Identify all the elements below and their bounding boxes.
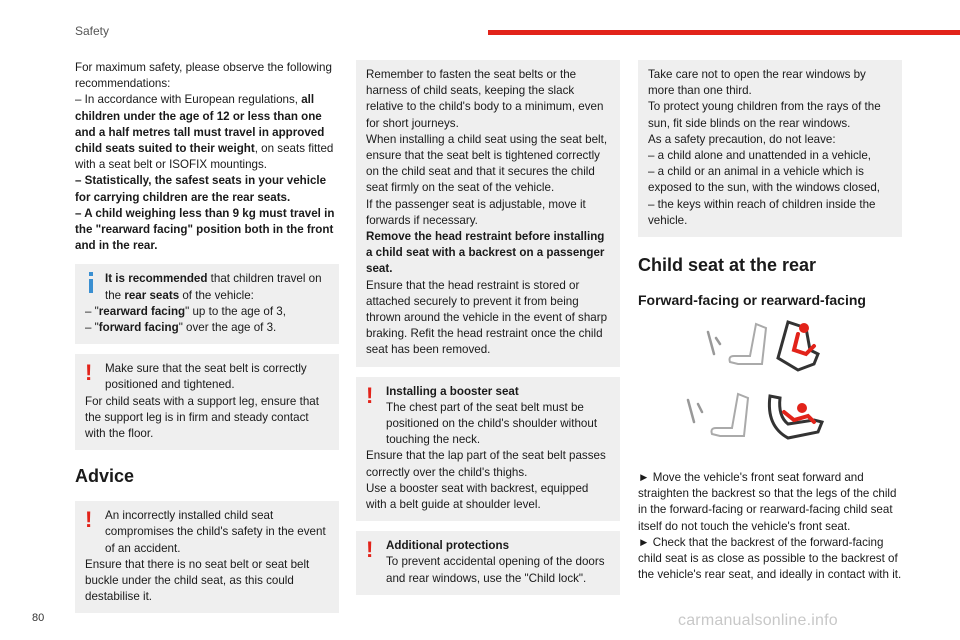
step-check-backrest: ► Check that the backrest of the forward-facing child seat is as close as possible to the backrest of the vehicle's rear seat, and ideally in contact with it. [638, 535, 902, 582]
forward-child-seat-icon [638, 314, 902, 386]
info-box-recommendation: It is recommended that children travel on the rear seats of the vehicle: – "rearward facing" up to the age of 3, – "forward facing" over the age of 3. [75, 264, 339, 344]
box-seat-belts: Remember to fasten the seat belts or the harness of child seats, keeping the slack relative to the child's body to a minimum, even for short journeys. When installing a child seat using the seat belt, ensure that the seat belt is tightened correctly on the child seat and that it secures the child seat firmly on the seat of the vehicle. If the passenger seat is adjustable, move it forwards if necessary. Remove the head restraint before installing a child seat with a backrest on a passenger seat. Ensure that the head restraint is stored or attached securely to prevent it from being thrown around the vehicle in the event of sharp braking. Refit the head restraint once the child seat has been removed. [356, 60, 620, 367]
warning-icon: ! [85, 360, 93, 386]
warning-box-booster-seat: ! Installing a booster seat The chest part of the seat belt must be positioned on the child's shoulder without touching the neck. Ensure that the lap part of the seat belt passes correctly over the child's thighs. Use a booster seat with backrest, equipped with a belt guide at shoulder level. [356, 377, 620, 522]
box-rear-windows: Take care not to open the rear windows by more than one third. To protect young children from the rays of the sun, fit side blinds on the rear windows. As a safety precaution, do not leave: – a child alone and unattended in a vehicle, – a child or an animal in a vehicle which is exposed to the sun, with the windows closed, – the keys within reach of children inside the vehicle. [638, 60, 902, 237]
rearward-child-seat-icon [638, 386, 902, 458]
warning-icon: ! [85, 507, 93, 533]
column-middle [356, 60, 620, 595]
bullet-9kg: – A child weighing less than 9 kg must travel in the "rearward facing" position both in the front and in the rear. [75, 206, 335, 253]
page-number: 80 [32, 612, 45, 624]
warning-box-additional-protections: ! Additional protections To prevent accidental opening of the doors and rear windows, use the "Child lock". [356, 531, 620, 595]
step-move-front-seat: ► Move the vehicle's front seat forward and straighten the backrest so that the legs of the child in the forward-facing or rearward-facing child seat itself do not touch the vehicle's front seat. [638, 471, 897, 533]
bullet-safest-seats: – Statistically, the safest seats in your vehicle for carrying children are the rear seats. [75, 174, 327, 204]
advice-heading: Advice [75, 466, 135, 487]
child-seat-rear-heading: Child seat at the rear [638, 255, 817, 276]
header-accent-bar [488, 30, 960, 35]
column-left [75, 60, 339, 613]
info-icon [85, 272, 97, 294]
forward-rearward-subheading: Forward-facing or rearward-facing [638, 292, 866, 309]
intro-text: For maximum safety, please observe the following recommendations: [75, 61, 332, 91]
warning-box-seat-belt: ! Make sure that the seat belt is correctly positioned and tightened. For child seats with a support leg, ensure that the support leg is in firm and steady contact with the floor. [75, 354, 339, 450]
warning-box-incorrect-install: ! An incorrectly installed child seat compromises the child's safety in the event of an accident. Ensure that there is no seat belt or seat belt buckle under the child seat, as this could destabilise it. [75, 501, 339, 613]
warning-icon: ! [366, 537, 374, 563]
warning-icon: ! [366, 382, 374, 408]
bullet-regulations: – In accordance with European regulations, all children under the age of 12 or less than one and a half metres tall must travel in approved child seats suited to their weight, on seats fitted with a seat belt or ISOFIX mountings. [75, 93, 334, 172]
watermark: carmanualsonline.info [678, 612, 838, 629]
section-title: Safety [75, 24, 110, 38]
column-right [638, 60, 902, 583]
